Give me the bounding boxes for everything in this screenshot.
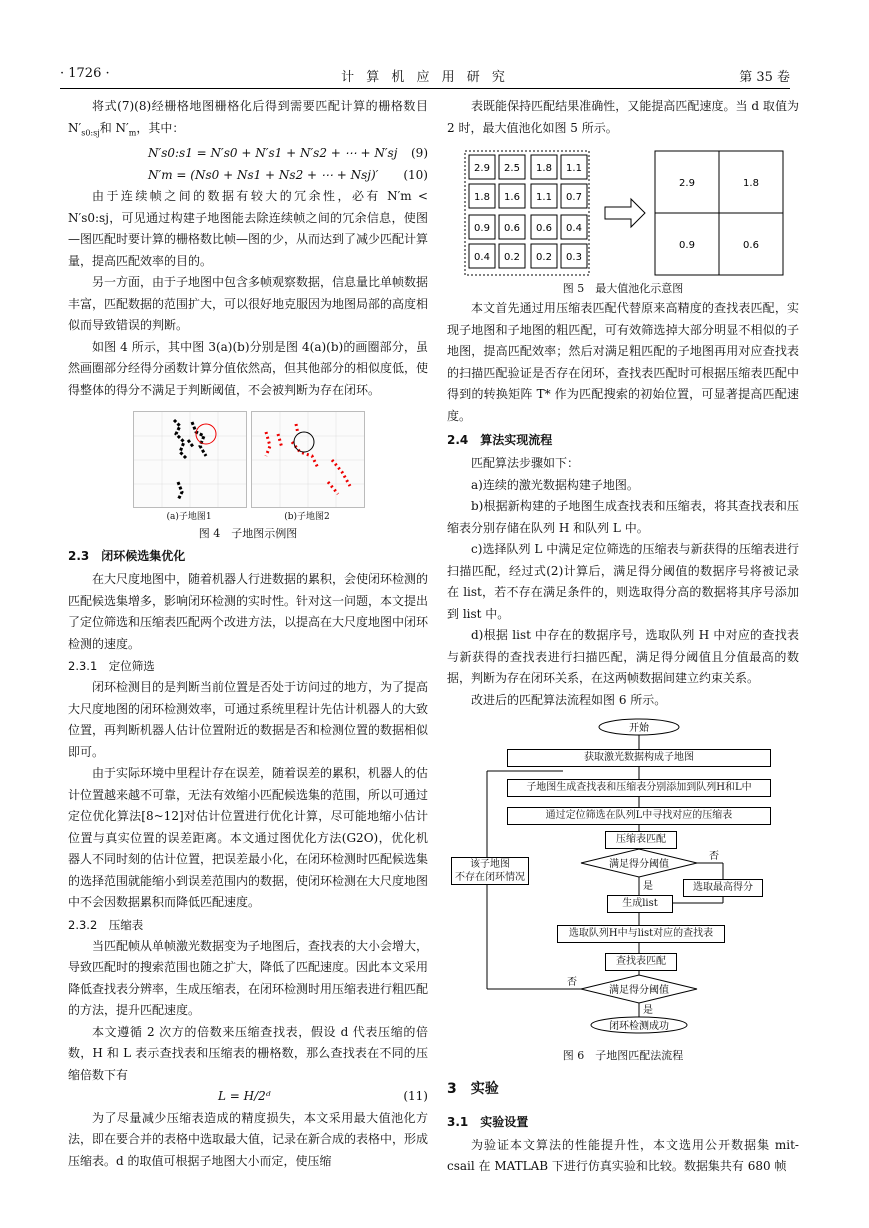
input-grid-value: 2.9 bbox=[474, 163, 490, 174]
equation-9: N′s0:s1 = N′s0 + N′s1 + N′s2 + ⋯ + N′sj (9) bbox=[148, 146, 428, 161]
paragraph: 为验证本文算法的性能提升性，本文选用公开数据集 mit-csail 在 MATLAB 下进行仿真实验和比较。数据集共有 680 帧 bbox=[447, 1137, 799, 1173]
flow-step-locate-filter: 通过定位筛选在队列L中寻找对应的压缩表 bbox=[507, 807, 771, 825]
paragraph: c)选择队列 L 中满足定位筛选的压缩表与新获得的压缩表进行扫描匹配，经过式(2)计算后，满足得分阈值的数据序号将被记录在 list，若不存在满足条件的，则选取得分高的数据将其序号添加到 list 中。 bbox=[447, 542, 799, 621]
subsection-heading: 2.3.2 压缩表 bbox=[68, 917, 144, 932]
submap-2-label: (b)子地图2 bbox=[284, 512, 330, 523]
paragraph: 匹配算法步骤如下： bbox=[471, 456, 580, 470]
paragraph: 另一方面，由于子地图中包含多帧观察数据，信息量比单帧数据丰富，匹配数据的范围扩大，可以很好地克服因为地图局部的高度相似而导致错误的判断。 bbox=[68, 275, 429, 333]
flow-step-select-highest: 选取最高得分 bbox=[683, 879, 763, 897]
flow-step-build-submap: 获取激光数据构成子地图 bbox=[507, 749, 771, 767]
section-heading: 2.4 算法实现流程 bbox=[447, 433, 553, 447]
journal-name: 计 算 机 应 用 研 究 bbox=[341, 70, 509, 85]
input-grid-value: 2.5 bbox=[504, 163, 520, 174]
figure-6-flowchart bbox=[447, 717, 799, 1047]
svg-text:闭环检测成功: 闭环检测成功 bbox=[609, 1021, 669, 1032]
flow-step-compressed-match: 压缩表匹配 bbox=[605, 831, 677, 849]
paragraph: 在大尺度地图中，随着机器人行进数据的累积，会使闭环检测的匹配候选集增多，影响闭环检测的实时性。针对这一问题，本文提出了定位筛选和压缩表匹配两个改进方法，以提高在大尺度地图中闭环检测的速度。 bbox=[68, 572, 429, 651]
svg-text:是: 是 bbox=[643, 1005, 653, 1016]
paragraph: 本文遵循 2 次方的倍数来压缩查找表，假设 d 代表压缩的倍数，H 和 L 表示查找表和压缩表的栅格数，那么查找表在不同的压缩倍数下有 bbox=[68, 1024, 428, 1082]
paragraph: b)根据新构建的子地图生成查找表和压缩表，将其查找表和压缩表分别存储在队列 H 和队列 L 中。 bbox=[447, 499, 799, 535]
paragraph: 将式(7)(8)经栅格地图栅格化后得到需要匹配计算的栅格数目 $N'_{s0:sj}$和 $N'_m$，其中： bbox=[68, 99, 428, 137]
flow-step-no-loop: 该子地图 不存在闭环情况 bbox=[451, 857, 529, 885]
input-grid-value: 0.7 bbox=[566, 192, 582, 203]
left-column bbox=[68, 96, 428, 1172]
running-header bbox=[60, 66, 790, 86]
figure-4 bbox=[133, 411, 363, 521]
paragraph: 由于连续帧之间的数据有较大的冗余性，必有 N′m < N′s0:sj，可见通过构建子地图能去除连续帧之间的冗余信息，使图—图匹配时要计算的栅格数比帧—图的少，从而达到了减少匹配计算量，提高匹配效率的目的。 bbox=[68, 189, 429, 268]
svg-text:开始: 开始 bbox=[629, 723, 649, 734]
input-grid-value: 1.1 bbox=[536, 192, 552, 203]
input-grid-value: 1.6 bbox=[504, 192, 520, 203]
section-heading: 3 实验 bbox=[447, 1081, 499, 1097]
paragraph: 如图 4 所示，其中图 3(a)(b)分别是图 4(a)(b)的画圈部分，虽然画圈部分经得分函数计算分值依然高，但其他部分的相似度低，使得整体的得分不满足于判断阈值，不会被判断为存在闭环。 bbox=[68, 339, 429, 397]
flow-step-generate-tables: 子地图生成查找表和压缩表分别添加到队列H和L中 bbox=[507, 779, 771, 797]
paragraph: 闭环检测目的是判断当前位置是否处于访问过的地方，为了提高大尺度地图的闭环检测效率，可通过系统里程计先估计机器人的大致位置，再判断机器人估计位置附近的数据是否和检测位置的数据相似即可。 bbox=[68, 680, 429, 759]
input-grid-value: 0.2 bbox=[504, 252, 520, 263]
input-grid-value: 1.8 bbox=[474, 192, 490, 203]
input-grid-value: 0.3 bbox=[566, 252, 582, 263]
equation-11: L = H/2ᵈ (11) bbox=[218, 1089, 428, 1104]
page-number: · 1726 · bbox=[60, 66, 110, 81]
submap-2-image bbox=[251, 411, 365, 508]
pooled-grid-value: 2.9 bbox=[679, 178, 695, 189]
flow-step-lookup-match: 查找表匹配 bbox=[605, 953, 677, 971]
right-column bbox=[447, 96, 799, 1178]
equation-10: N′m = (Ns0 + Ns1 + Ns2 + ⋯ + Nsj)′ (10) bbox=[148, 167, 428, 182]
paragraph: 当匹配帧从单帧激光数据变为子地图后，查找表的大小会增大，导致匹配时的搜索范围也随之扩大，降低了匹配速度。因此本文采用降低查找表分辨率，生成压缩表，在闭环检测时用压缩表进行粗匹配的方法，提升匹配速度。 bbox=[68, 938, 429, 1018]
paragraph: a)连续的激光数据构建子地图。 bbox=[471, 477, 639, 492]
paragraph: 由于实际环境中里程计存在误差，随着误差的累积，机器人的估计位置越来越不可靠，无法有效缩小匹配候选集的范围，所以可通过定位优化算法[8~12]对估计位置进行优化计算，尽可能地缩小估计位置与真实位置的误差距离。本文通过图优化方法(G2O)，优化机器人不同时刻的估计位置，把误差最小化，在闭环检测时匹配候选集的选择范围就能缩小到误差范围内的数据，使闭环检测在大尺度地图中不会因数据累积而降低匹配速度。 bbox=[68, 766, 429, 910]
input-grid-value: 1.8 bbox=[536, 163, 552, 174]
flow-step-generate-list: 生成list bbox=[607, 895, 673, 913]
figure-6-caption: 图 6 子地图匹配法流程 bbox=[562, 1049, 684, 1062]
input-grid-value: 0.6 bbox=[504, 223, 520, 234]
subsection-heading: 2.3.1 定位筛选 bbox=[68, 659, 155, 674]
header-rule bbox=[60, 88, 790, 89]
submap-1-label: (a)子地图1 bbox=[166, 512, 212, 523]
input-grid-value: 0.9 bbox=[474, 223, 490, 234]
paragraph: 为了尽量减少压缩表造成的精度损失，本文采用最大值池化方法，即在要合并的表格中选取最大值，记录在新合成的表格中，形成压缩表。d 的取值可根据子地图大小而定，使压缩 bbox=[68, 1110, 429, 1168]
pooled-grid-value: 0.6 bbox=[743, 240, 759, 251]
figure-5-caption: 图 5 最大值池化示意图 bbox=[562, 282, 684, 295]
input-grid-value: 0.6 bbox=[536, 223, 552, 234]
svg-text:否: 否 bbox=[709, 851, 719, 862]
input-grid-value: 0.4 bbox=[566, 223, 582, 234]
input-grid-value: 0.4 bbox=[474, 252, 490, 263]
section-heading: 2.3 闭环候选集优化 bbox=[68, 549, 186, 564]
flow-step-select-lookup: 选取队列H中与list对应的查找表 bbox=[557, 925, 725, 943]
submap-1-image bbox=[133, 411, 247, 508]
input-grid-value: 0.2 bbox=[536, 252, 552, 263]
pooled-grid-value: 0.9 bbox=[679, 240, 695, 251]
max-pooling-diagram bbox=[447, 145, 799, 280]
input-grid-value: 1.1 bbox=[566, 163, 582, 174]
volume-number: 第 35 卷 bbox=[739, 70, 790, 85]
paragraph: 本文首先通过用压缩表匹配代替原来高精度的查找表匹配，实现子地图和子地图的粗匹配，可有效筛选掉大部分明显不相似的子地图，提高匹配效率；然后对满足粗匹配的子地图再用对应查找表的扫描匹配验证是否存在闭环，查找表匹配时可根据压缩表匹配中得到的转换矩阵 T* 作为匹配搜索的初始位置，可显著提高匹配速度。 bbox=[447, 301, 799, 423]
paragraph: 表既能保持匹配结果准确性，又能提高匹配速度。当 d 取值为 2 时，最大值池化如图 5 所示。 bbox=[447, 99, 799, 135]
svg-text:满足得分阈值: 满足得分阈值 bbox=[609, 985, 669, 996]
svg-text:满足得分阈值: 满足得分阈值 bbox=[609, 859, 669, 870]
pooled-grid-value: 1.8 bbox=[743, 178, 759, 189]
figure-5 bbox=[447, 145, 799, 280]
paragraph: d)根据 list 中存在的数据序号，选取队列 H 中对应的查找表与新获得的查找表进行扫描匹配，满足得分阈值且分值最高的数据，判断为存在闭环关系，在这两帧数据间建立约束关系。 bbox=[447, 628, 799, 685]
svg-text:是: 是 bbox=[643, 881, 653, 892]
figure-4-caption: 图 4 子地图示例图 bbox=[198, 527, 298, 541]
svg-text:否: 否 bbox=[567, 977, 577, 988]
paragraph: 改进后的匹配算法流程如图 6 所示。 bbox=[471, 692, 667, 707]
subsection-heading: 3.1 实验设置 bbox=[447, 1114, 529, 1129]
